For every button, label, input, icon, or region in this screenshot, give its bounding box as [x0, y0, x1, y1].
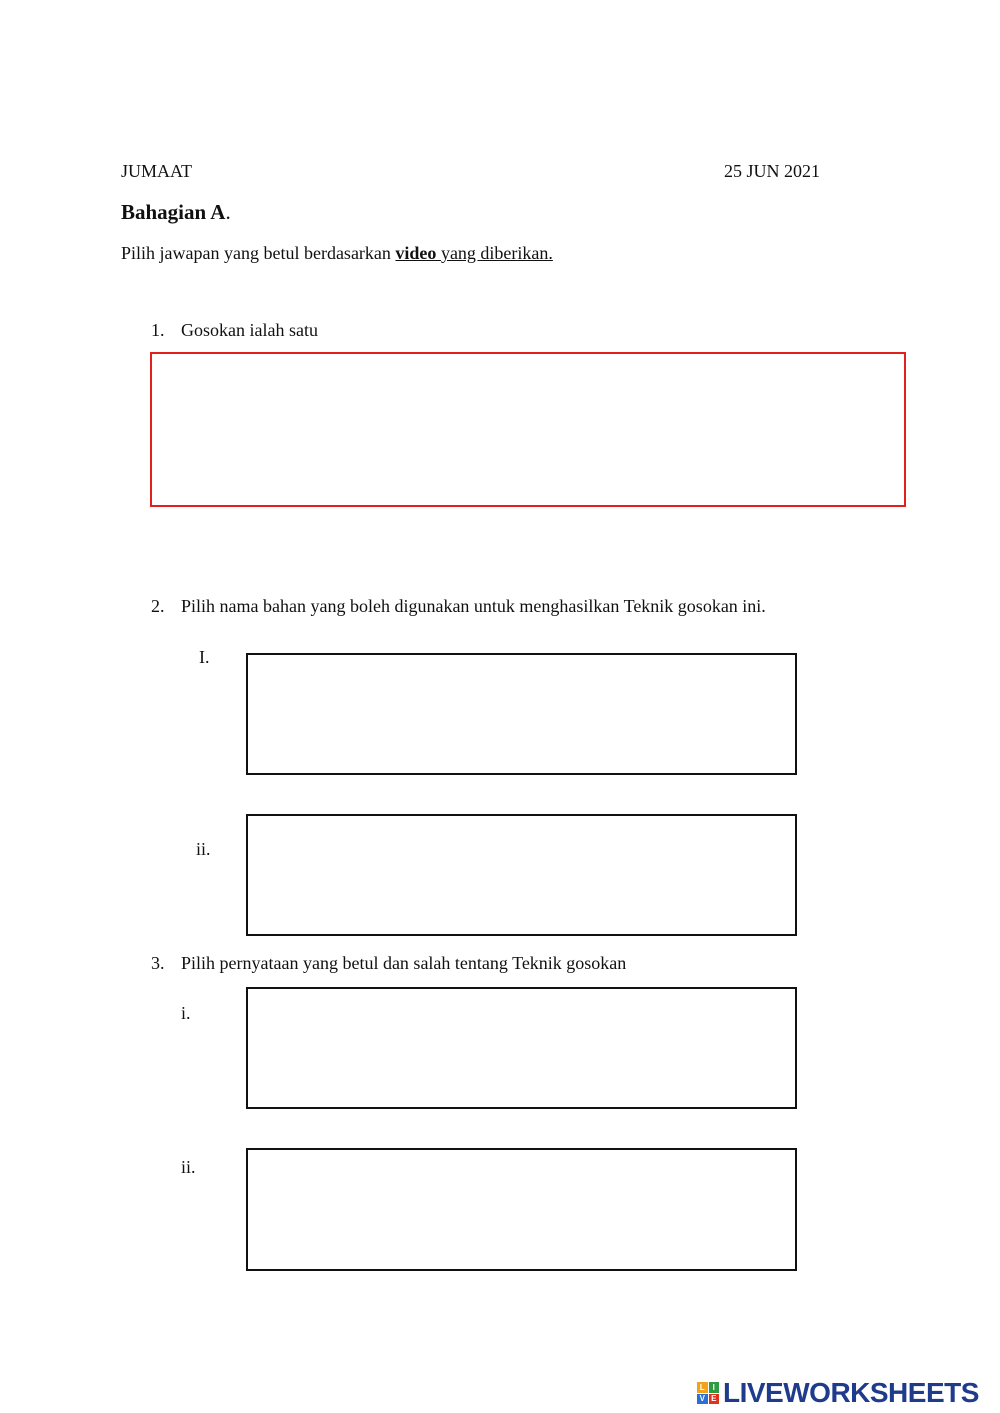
question-2-option-2-box[interactable] [246, 814, 797, 936]
question-3-option-2-box[interactable] [246, 1148, 797, 1271]
liveworksheets-logo-text: LIVEWORKSHEETS [723, 1377, 979, 1408]
question-2-option-1-label: I. [199, 647, 210, 667]
question-2-option-2-label: ii. [196, 839, 211, 859]
logo-mark-i: I [709, 1382, 720, 1393]
liveworksheets-logo [697, 1377, 979, 1409]
logo-mark-e: E [709, 1394, 720, 1405]
instruction-after: yang diberikan. [440, 243, 553, 263]
question-3-text: Pilih pernyataan yang betul dan salah tentang Teknik gosokan [181, 953, 627, 973]
question-1-text: Gosokan ialah satu [181, 320, 318, 340]
question-3-option-1-box[interactable] [246, 987, 797, 1109]
date-label: 25 JUN 2021 [724, 161, 821, 181]
section-title-period: . [225, 200, 231, 224]
question-2-number: 2. [151, 596, 165, 616]
section-title [121, 199, 231, 225]
day-label: JUMAAT [121, 161, 193, 181]
question-1-number: 1. [151, 320, 165, 340]
section-title-main: Bahagian A [121, 200, 226, 224]
logo-mark-l: L [697, 1382, 708, 1393]
liveworksheets-logo-icon [697, 1382, 719, 1404]
instruction-video-emphasis: video [395, 243, 441, 263]
question-1-answer-box[interactable] [150, 352, 906, 507]
instruction-before: Pilih jawapan yang betul berdasarkan [121, 243, 396, 263]
question-2-text: Pilih nama bahan yang boleh digunakan untuk menghasilkan Teknik gosokan ini. [181, 596, 766, 616]
question-3-option-2-label: ii. [181, 1157, 196, 1177]
logo-mark-v: V [697, 1394, 708, 1405]
instruction-text [121, 242, 553, 264]
question-2-option-1-box[interactable] [246, 653, 797, 775]
question-3-number: 3. [151, 953, 165, 973]
question-3-option-1-label: i. [181, 1003, 191, 1023]
